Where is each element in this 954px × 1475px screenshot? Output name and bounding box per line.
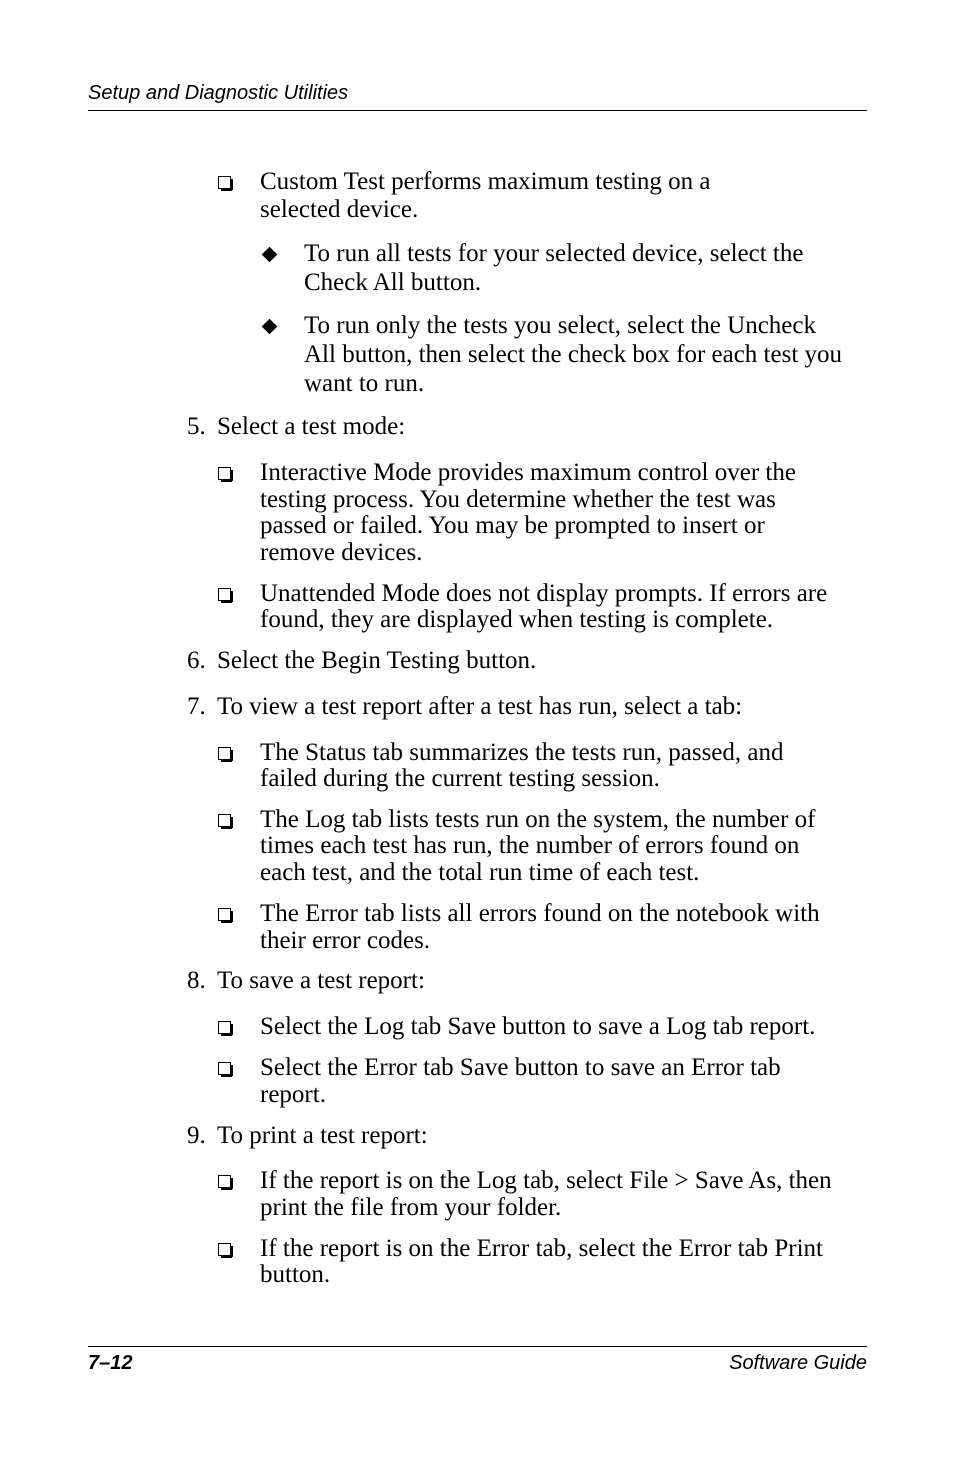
text-line: passed or failed. You may be prompted to insert or <box>260 512 765 539</box>
step-text: To save a test report: <box>217 967 425 994</box>
step-text: To print a test report: <box>217 1122 428 1149</box>
text-line: Unattended Mode does not display prompts. If errors are <box>260 580 828 607</box>
step-number: 7. <box>187 693 206 720</box>
checkbox-bullet-icon <box>218 814 231 827</box>
text-line: Check All button. <box>304 269 482 296</box>
text-line: The Error tab lists all errors found on the notebook with <box>260 900 820 927</box>
text-line: each test, and the total run time of each test. <box>260 859 700 886</box>
text-line: If the report is on the Log tab, select File > Save As, then <box>260 1167 832 1194</box>
checkbox-bullet-icon <box>218 1243 231 1256</box>
step-number: 5. <box>187 413 206 440</box>
text-line: button. <box>260 1261 331 1288</box>
text-line: failed during the current testing session. <box>260 765 660 792</box>
text-line: The Status tab summarizes the tests run, passed, and <box>260 739 784 766</box>
text-line: their error codes. <box>260 927 431 954</box>
text-line: Custom Test performs maximum testing on a <box>260 168 711 195</box>
text-line: If the report is on the Error tab, select the Error tab Print <box>260 1235 824 1262</box>
text-line: To run only the tests you select, select the Uncheck <box>304 312 816 339</box>
checkbox-bullet-icon <box>218 1021 231 1034</box>
step-text: Select the Begin Testing button. <box>217 647 537 674</box>
checkbox-bullet-icon <box>218 1175 231 1188</box>
text-line: want to run. <box>304 370 425 397</box>
guide-name: Software Guide <box>729 1352 867 1374</box>
text-line: Select the Error tab Save button to save an Error tab <box>260 1054 781 1081</box>
text-line: testing process. You determine whether the test was <box>260 486 776 513</box>
text-line: To run all tests for your selected device, select the <box>304 240 804 267</box>
diamond-bullet-icon <box>262 319 278 335</box>
text-line: remove devices. <box>260 539 423 566</box>
page-number: 7–12 <box>88 1352 133 1374</box>
header-rule <box>88 110 867 111</box>
text-line: times each test has run, the number of errors found on <box>260 832 800 859</box>
step-text: To view a test report after a test has run, select a tab: <box>217 693 743 720</box>
checkbox-bullet-icon <box>218 747 231 760</box>
footer-rule <box>88 1346 867 1347</box>
diamond-bullet-icon <box>262 247 278 263</box>
checkbox-bullet-icon <box>218 588 231 601</box>
checkbox-bullet-icon <box>218 908 231 921</box>
step-number: 9. <box>187 1122 206 1149</box>
step-number: 6. <box>187 647 206 674</box>
checkbox-bullet-icon <box>218 467 231 480</box>
text-line: selected device. <box>260 196 419 223</box>
step-text: Select a test mode: <box>217 413 406 440</box>
checkbox-bullet-icon <box>218 1062 231 1075</box>
text-line: All button, then select the check box for each test you <box>304 341 843 368</box>
text-line: print the file from your folder. <box>260 1194 562 1221</box>
header-title: Setup and Diagnostic Utilities <box>88 82 349 104</box>
text-line: report. <box>260 1081 326 1108</box>
text-line: Select the Log tab Save button to save a Log tab report. <box>260 1013 816 1040</box>
step-number: 8. <box>187 967 206 994</box>
text-line: Interactive Mode provides maximum control over the <box>260 459 796 486</box>
checkbox-bullet-icon <box>218 176 231 189</box>
text-line: The Log tab lists tests run on the system, the number of <box>260 806 816 833</box>
text-line: found, they are displayed when testing is complete. <box>260 606 774 633</box>
